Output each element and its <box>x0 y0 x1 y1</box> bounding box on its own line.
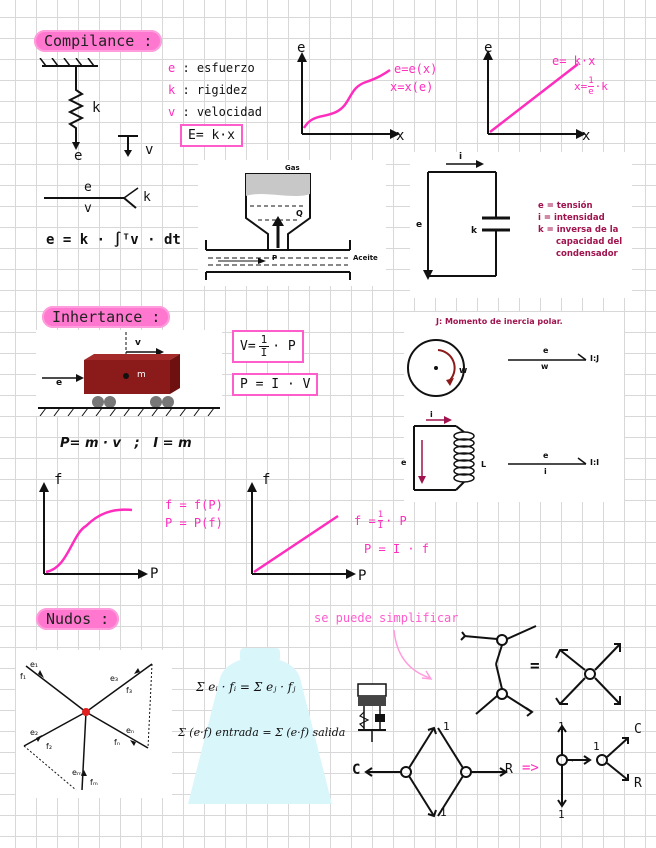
graph4-eq2: P = I · f <box>364 542 430 556</box>
graph2-axis-y: e <box>484 40 493 56</box>
tank-p-label: P <box>272 254 278 262</box>
legend-row-v: v : velocidad <box>168 105 262 119</box>
bond-e-label: e <box>84 180 92 195</box>
graph4-axis-y: f <box>262 472 271 488</box>
tank-q-label: Q <box>296 209 303 218</box>
tank-diagram <box>198 160 386 286</box>
graph-one-a: 1 <box>443 720 450 733</box>
circuit-i-label: i <box>459 152 463 162</box>
simplify-note: se puede simplificar <box>314 611 459 625</box>
inertance-formula-v: V= $\frac{1}{I}$ · P <box>232 330 304 363</box>
graph1-eq-x: x=x(e) <box>390 80 434 94</box>
nodes-title: Nudos : <box>36 608 119 630</box>
cart-e-label: e <box>56 378 63 388</box>
tank-gas-label: Gas <box>285 164 300 172</box>
inertance-formula-p: P = I · V <box>232 373 318 396</box>
graph3-eq2: P = P(f) <box>165 516 223 530</box>
graph-C-left: C <box>352 762 361 778</box>
bond1-node-label: I:J <box>590 354 600 363</box>
integral-formula: e = k · ∫ᵀv · dt <box>46 232 181 248</box>
circuit-k-label: k <box>471 226 477 236</box>
bond1-e-label: e <box>543 346 549 355</box>
polar-w-label: w <box>459 366 468 376</box>
coil-L-label: L <box>481 460 487 469</box>
graph1-axis-x: x <box>396 128 405 144</box>
spring-k-label: k <box>92 100 101 116</box>
bond2-i-label: i <box>544 467 547 476</box>
circuit-e-label: e <box>416 220 423 230</box>
graph4-eq1: f = $\frac{1}{I}$ · P <box>354 510 407 531</box>
bond1-w-label: w <box>541 362 549 371</box>
circuit-legend: e = tensión i = intensidad k = inversa de la capacidad del condensador <box>538 201 623 259</box>
sum-formula-2: Σ (e·f) entrada = Σ (e·f) salida <box>178 726 346 739</box>
cart-m-label: m <box>137 370 146 380</box>
spring-v-label: v <box>145 142 154 158</box>
bond-v-label: v <box>84 201 92 216</box>
tank-oil-label: Aceite <box>353 254 378 262</box>
node-simplification-graphs <box>346 624 652 828</box>
cart-diagram <box>36 330 222 416</box>
inertance-title: Inhertance : <box>42 306 170 328</box>
cart-v-label: v <box>135 338 141 348</box>
graph-R-left: R <box>505 762 513 777</box>
bond-k-label: k <box>143 190 151 205</box>
compliance-title: Compilance : <box>34 30 162 52</box>
sum-formula-1: Σ eᵢ · fᵢ = Σ eⱼ · fⱼ <box>196 680 296 694</box>
graph2-axis-x: x <box>582 128 591 144</box>
compliance-formula-box: E= k·x <box>180 124 243 147</box>
graph-one-top: 1 <box>558 720 565 733</box>
graph1-axis-y: e <box>297 40 306 56</box>
graph2-eq1: e= k·x <box>552 54 596 68</box>
coil-i-label: i <box>430 410 433 419</box>
graph4-axis-x: P <box>358 568 367 584</box>
inertance-graph-linear <box>244 476 370 588</box>
cart-formula: P= m · v ; I = m <box>60 436 192 451</box>
graph1-eq-e: e=e(x) <box>394 62 438 76</box>
graph-C-right: C <box>634 722 642 737</box>
polar-title: J: Momento de inercia polar. <box>436 317 563 326</box>
graph-one-bottom: 1 <box>558 808 565 821</box>
graph-implies-arrow: => <box>522 760 539 776</box>
svg-text:·: · <box>571 757 574 766</box>
graph-equals-sign: = <box>530 656 540 675</box>
graph-one-b: 1 <box>440 806 447 819</box>
bond2-e-label: e <box>543 451 549 460</box>
coil-e-label: e <box>401 458 407 467</box>
bond2-node-label: I:I <box>590 458 600 467</box>
compliance-legend <box>168 57 262 123</box>
graph-one-c: 1 <box>593 740 600 753</box>
graph3-axis-x: P <box>150 566 159 582</box>
graph2-eq2: x= $\frac{1}{e}$ ·k <box>574 76 608 97</box>
graph3-eq1: f = f(P) <box>165 498 223 512</box>
inertance-graph-curve <box>36 476 162 588</box>
legend-row-e: e : esfuerzo <box>168 61 255 75</box>
legend-row-k: k : rigidez <box>168 83 248 97</box>
star-labels: e₁ f₁ e₂ f₂ e₃ f₃ eₙ fₙ eₘ fₘ <box>20 660 135 787</box>
spring-e-label: e <box>74 148 83 164</box>
graph-R-right: R <box>634 776 642 791</box>
graph3-axis-y: f <box>54 472 63 488</box>
